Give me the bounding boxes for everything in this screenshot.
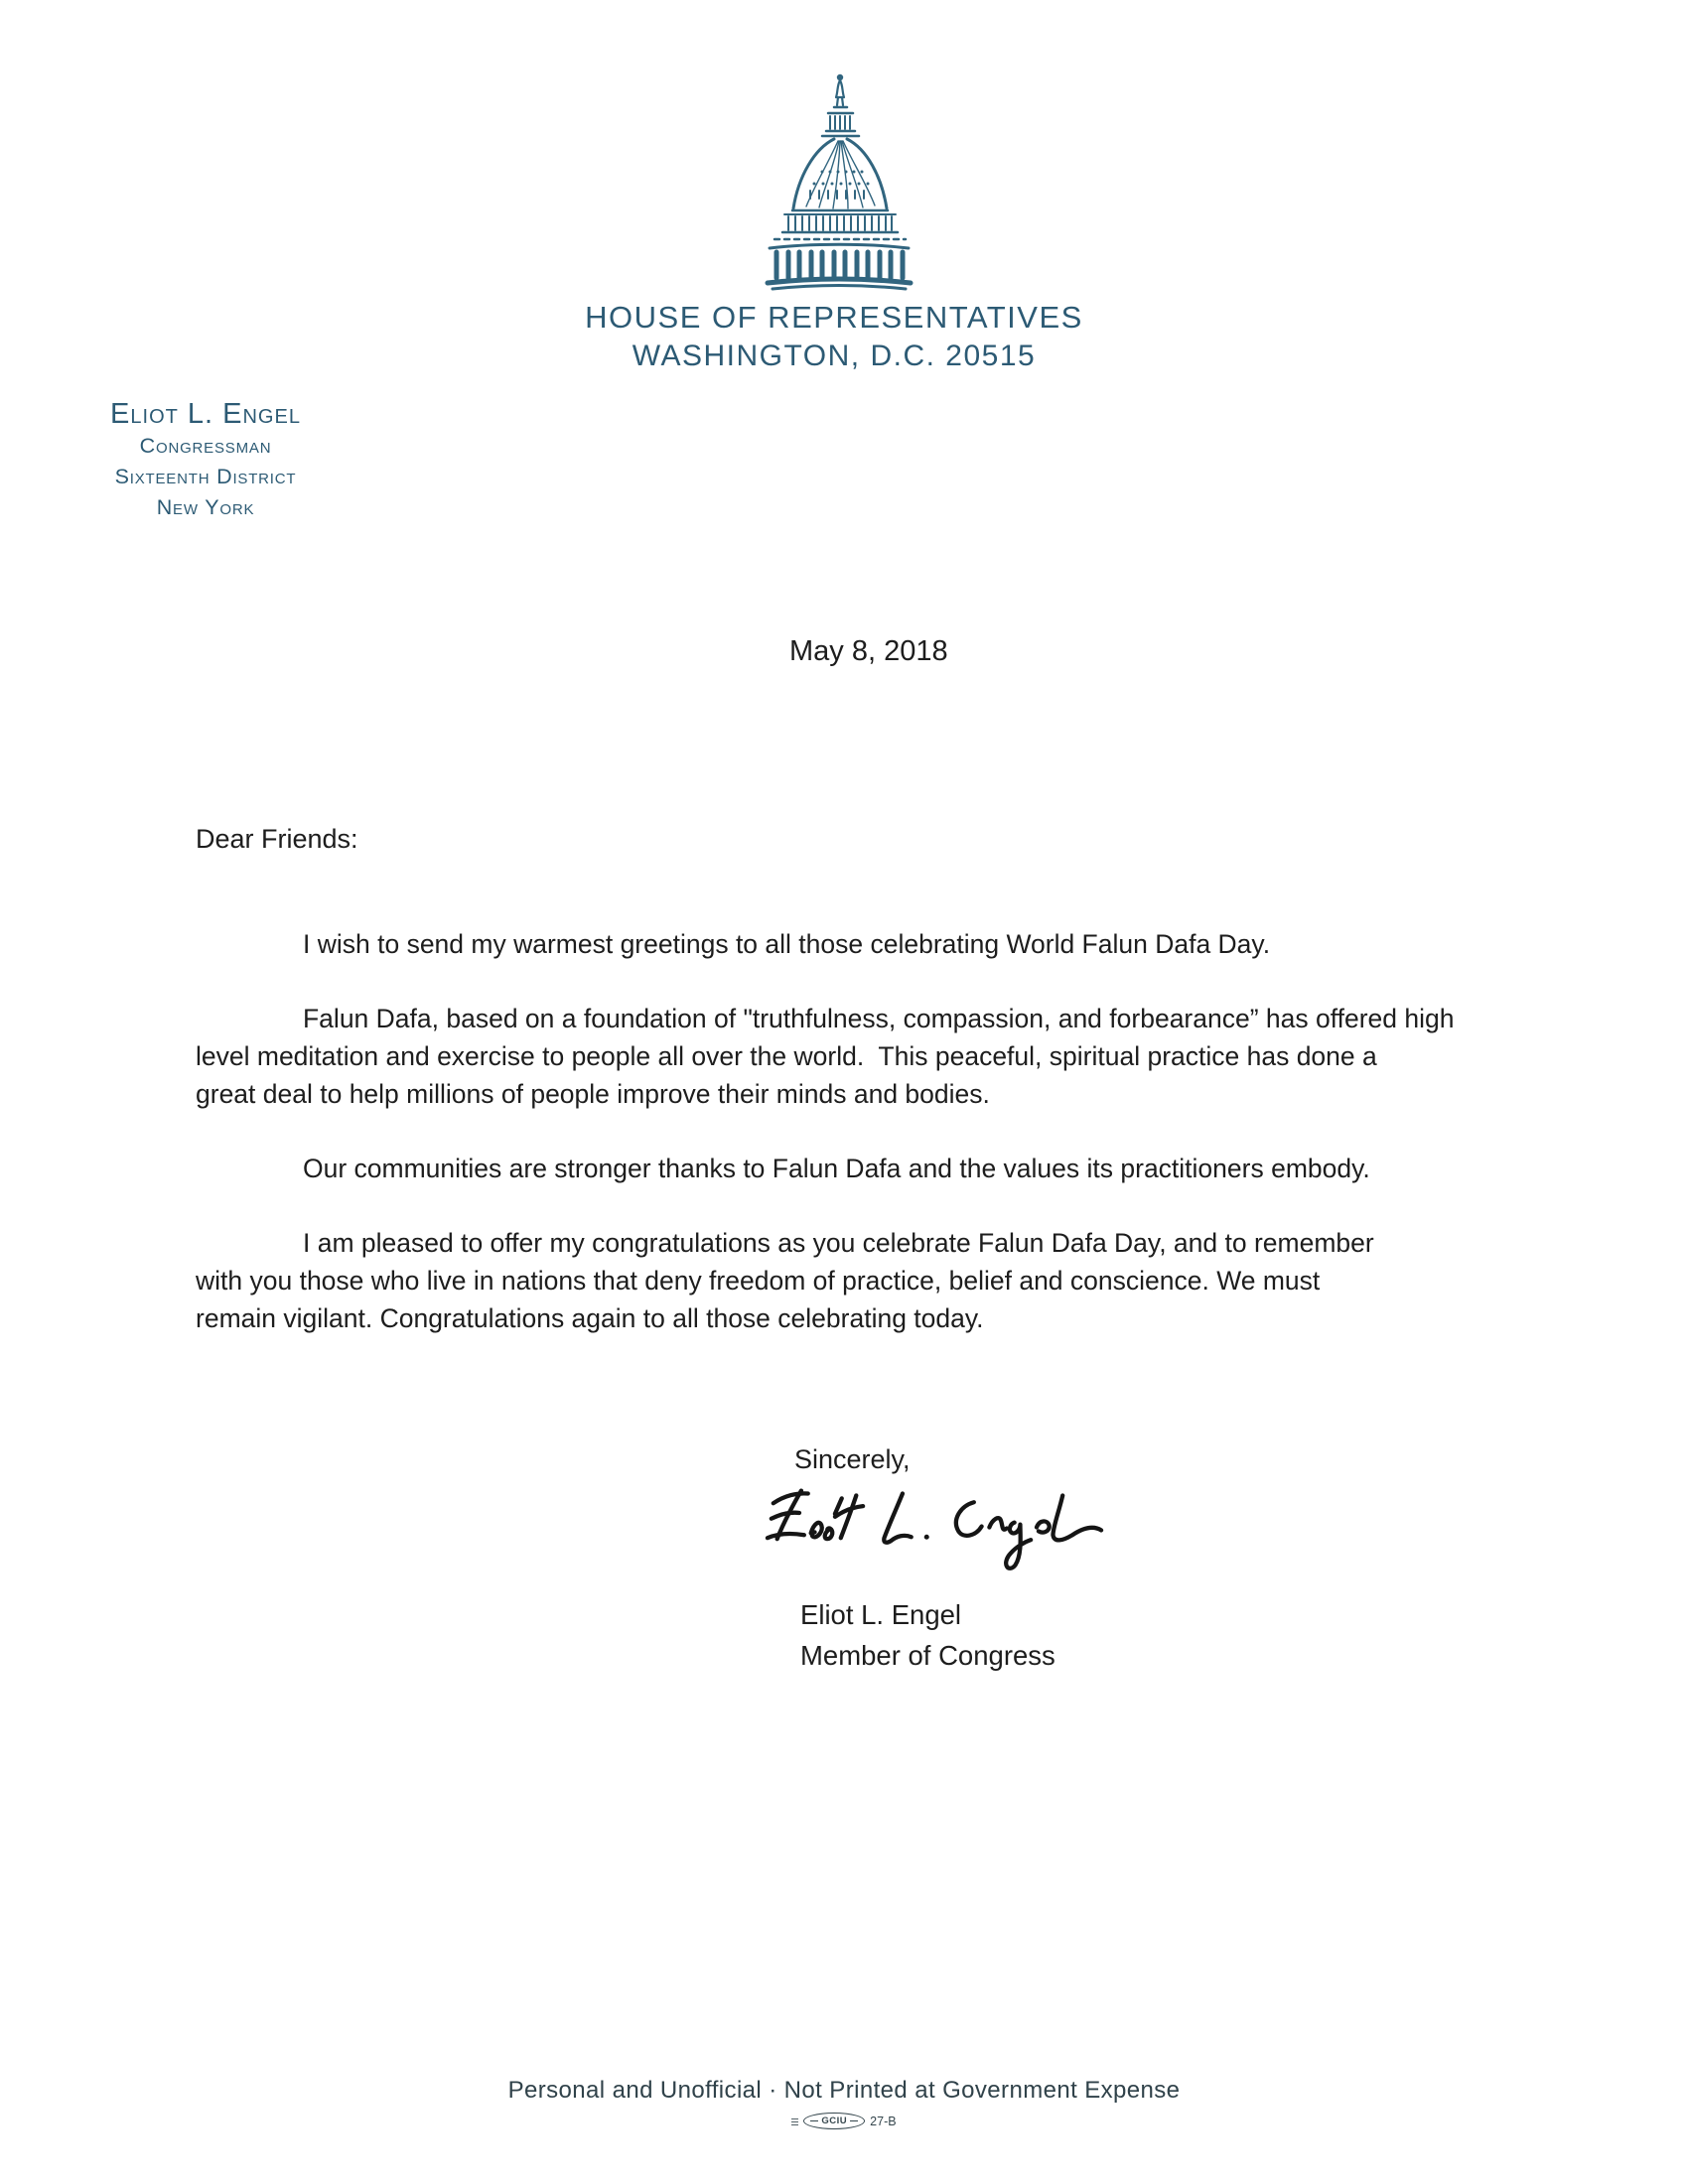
union-bug [0, 2113, 1688, 2129]
org-name: HOUSE OF REPRESENTATIVES [585, 300, 1083, 335]
union-bug-code: 27-B [870, 2114, 897, 2128]
paragraph-line: I am pleased to offer my congratulations as you celebrate Falun Dafa Day, and to remember [303, 1228, 1374, 1258]
paragraph-2 [196, 1000, 1496, 1113]
signer-title: Member of Congress [800, 1640, 1055, 1671]
member-state: New York [156, 495, 255, 519]
union-bug-dash [850, 2120, 858, 2122]
paragraph-line: level meditation and exercise to people all over the world. This peaceful, spiritual practice has done a [196, 1041, 1377, 1071]
salutation: Dear Friends: [196, 824, 358, 854]
letterhead-org [417, 298, 1251, 375]
paragraph-line: I wish to send my warmest greetings to all those celebrating World Falun Dafa Day. [303, 929, 1271, 959]
paragraph-4 [196, 1224, 1496, 1337]
org-address: WASHINGTON, D.C. 20515 [632, 340, 1037, 372]
footer-disclaimer: Personal and Unofficial · Not Printed at Government Expense [507, 2077, 1181, 2104]
printer-mark-icon [791, 2117, 798, 2125]
union-bug-dash [810, 2120, 818, 2122]
closing: Sincerely, [794, 1444, 911, 1474]
paragraph-line: remain vigilant. Congratulations again to all those celebrating today. [196, 1303, 984, 1333]
union-bug-label: GCIU [821, 2115, 848, 2126]
paragraph-line: Our communities are stronger thanks to Falun Dafa and the values its practitioners embody. [303, 1154, 1370, 1183]
handwritten-signature-icon [757, 1477, 1112, 1578]
paragraph-1 [196, 925, 1496, 963]
letter-body [196, 925, 1496, 1374]
member-name: Eliot L. Engel [110, 398, 301, 430]
capitol-dome-icon [765, 71, 914, 292]
union-bug-oval-icon [803, 2113, 865, 2129]
member-title: Congressman [139, 434, 272, 458]
paragraph-line: with you those who live in nations that deny freedom of practice, belief and conscience. We must [196, 1266, 1321, 1296]
signer-block [800, 1594, 1055, 1676]
paragraph-3 [196, 1150, 1496, 1187]
signer-name: Eliot L. Engel [800, 1599, 962, 1630]
paragraph-line: great deal to help millions of people improve their minds and bodies. [196, 1079, 990, 1109]
paragraph-line: Falun Dafa, based on a foundation of "truthfulness, compassion, and forbearance” has offered high [303, 1004, 1455, 1033]
member-district: Sixteenth District [114, 465, 297, 488]
member-block [52, 397, 359, 523]
letter-date: May 8, 2018 [789, 635, 948, 667]
